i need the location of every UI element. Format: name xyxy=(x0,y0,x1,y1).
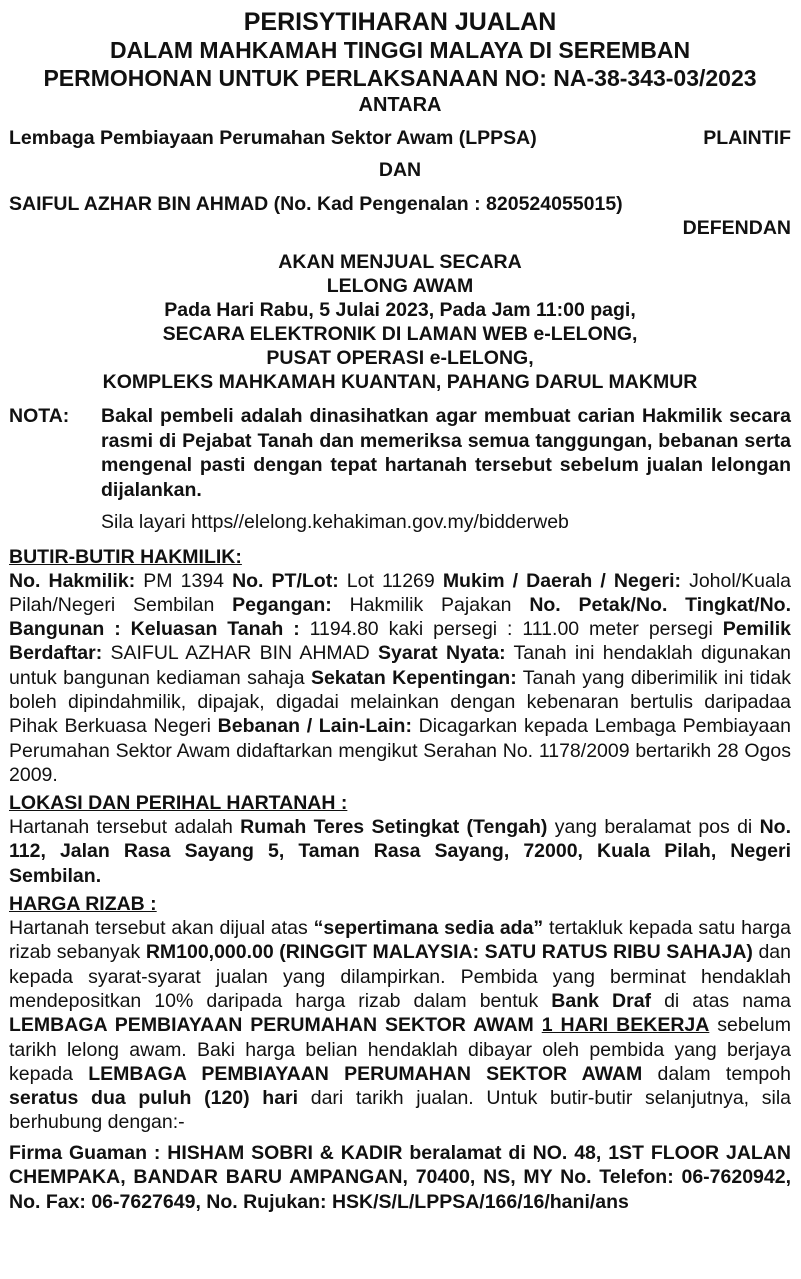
auction-block xyxy=(9,250,791,394)
document-title: PERISYTIHARAN JUALAN xyxy=(243,8,557,36)
location-paragraph: Hartanah tersebut adalah Rumah Teres Setingkat (Tengah) yang beralamat pos di No. 112, Jalan Rasa Sayang 5, Taman Rasa Sayang, 72000, Kuala Pilah, Negeri Sembilan. xyxy=(9,816,791,887)
website-link[interactable]: Sila layari https//elelong.kehakiman.gov.my/bidderweb xyxy=(101,511,569,533)
auction-method: SECARA ELEKTRONIK DI LAMAN WEB e-LELONG, xyxy=(162,323,638,345)
location-heading: LOKASI DAN PERIHAL HARTANAH : xyxy=(9,792,348,815)
between-label: ANTARA xyxy=(358,94,442,116)
title-details-heading: BUTIR-BUTIR HAKMILIK: xyxy=(9,545,242,568)
defendant-label: DEFENDAN xyxy=(682,217,791,239)
auction-line-2: LELONG AWAM xyxy=(326,275,474,297)
title-details-paragraph: No. Hakmilik: PM 1394 No. PT/Lot: Lot 11269 Mukim / Daerah / Negeri: Johol/Kuala Pilah/Negeri Sembilan Pegangan: Hakmilik Pajakan No. Petak/No. Tingkat/No. Bangunan : Keluasan Tanah : 1194.80 kaki persegi : 111.00 meter persegi Pemilik Berdaftar: SAIFUL AZHAR BIN AHMAD Syarat Nyata: Tanah ini hendaklah digunakan untuk bangunan kediaman sahaja Sekatan Kepentingan: Tanah yang diberimilik ini tidak boleh dipindahmilik, dipajak, digadai melainkan dengan kebenaran bertulis daripadaa Pihak Berkuasa Negeri Bebanan / Lain-Lain: Dicagarkan kepada Lembaga Pembiayaan Perumahan Sektor Awam didaftarkan mengikut Serahan No. 1178/2009 bertarikh 28 Ogos 2009. xyxy=(9,569,792,786)
plaintiff-label: PLAINTIF xyxy=(703,127,791,149)
plaintiff-row xyxy=(9,126,791,150)
court-name: DALAM MAHKAMAH TINGGI MALAYA DI SEREMBAN xyxy=(109,37,691,63)
note-label: NOTA: xyxy=(9,405,70,427)
auction-centre: PUSAT OPERASI e-LELONG, xyxy=(266,347,534,369)
defendant-name: SAIFUL AZHAR BIN AHMAD (No. Kad Pengenalan : 820524055015) xyxy=(9,193,623,215)
application-number: PERMOHONAN UNTUK PERLAKSANAAN NO: NA-38-343-03/2023 xyxy=(43,65,757,91)
and-label: DAN xyxy=(378,159,422,181)
auction-date: Pada Hari Rabu, 5 Julai 2023, Pada Jam 11:00 pagi, xyxy=(164,299,636,321)
note-block xyxy=(9,404,791,535)
note-text: Bakal pembeli adalah dinasihatkan agar membuat carian Hakmilik secara rasmi di Pejabat Tanah dan memeriksa semua tanggungan, bebanan serta mengenal pasti dengan tepat hartanah tersebut sebelum jualan lelongan dijalankan. xyxy=(101,405,791,501)
law-firm-contact: Firma Guaman : HISHAM SOBRI & KADIR beralamat di NO. 48, 1ST FLOOR JALAN CHEMPAKA, BANDAR BARU AMPANGAN, 70400, NS, MY No. Telefon: 06-7620942, No. Fax: 06-7627649, No. Rujukan: HSK/S/L/LPPSA/166/16/hani/ans xyxy=(9,1141,791,1213)
reserve-price-paragraph: Hartanah tersebut akan dijual atas “sepertimana sedia ada” tertakluk kepada satu harga rizab sebanyak RM100,000.00 (RINGGIT MALAYSIA: SATU RATUS RIBU SAHAJA) dan kepada syarat-syarat jualan yang dilampirkan. Pembida yang berminat hendaklah mendepositkan 10% daripada harga rizab dalam bentuk Bank Draf di atas nama LEMBAGA PEMBIAYAAN PERUMAHAN SEKTOR AWAM 1 HARI BEKERJA sebelum tarikh lelong awam. Baki harga belian hendaklah dibayar oleh pembida yang berjaya kepada LEMBAGA PEMBIAYAAN PERUMAHAN SEKTOR AWAM dalam tempoh seratus dua puluh (120) hari dari tarikh jualan. Untuk butir-butir selanjutnya, sila berhubung dengan:- xyxy=(9,917,792,1134)
auction-venue: KOMPLEKS MAHKAMAH KUANTAN, PAHANG DARUL MAKMUR xyxy=(102,371,698,393)
reserve-price-heading: HARGA RIZAB : xyxy=(9,893,157,916)
auction-line-1: AKAN MENJUAL SECARA xyxy=(278,251,522,273)
plaintiff-name: Lembaga Pembiayaan Perumahan Sektor Awam (LPPSA) xyxy=(9,127,537,149)
